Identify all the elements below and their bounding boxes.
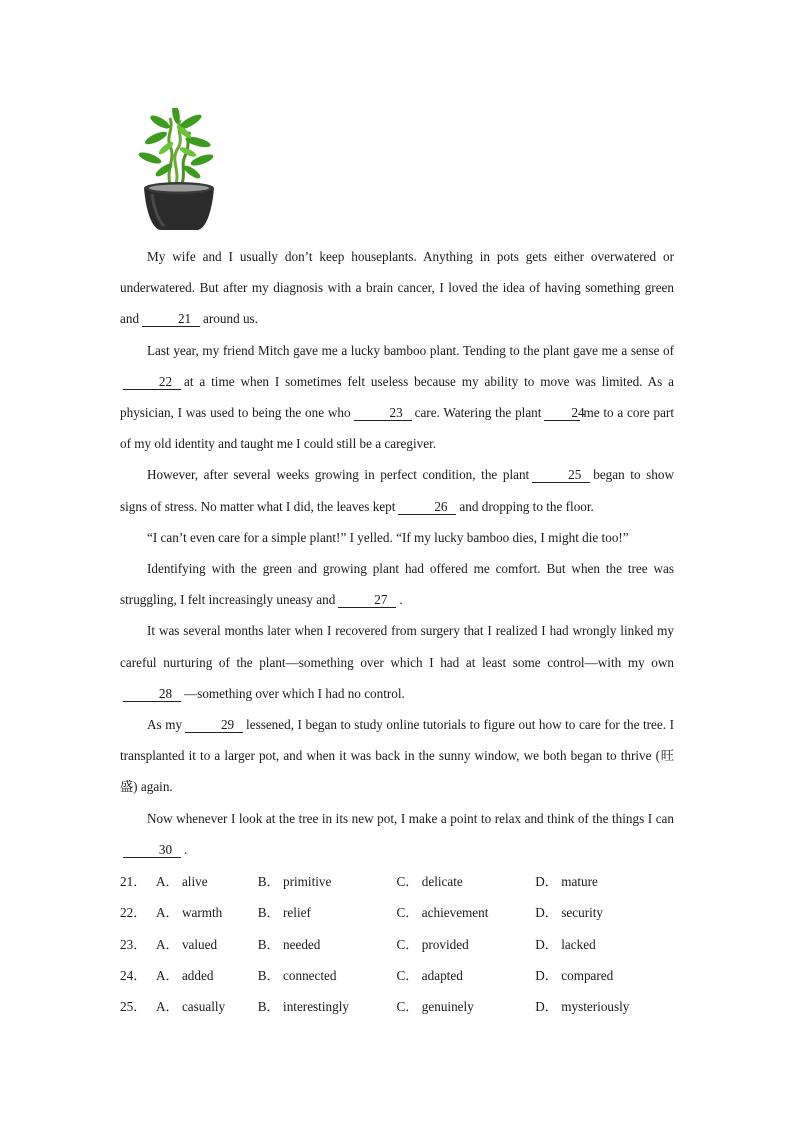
text: me to a core part of my old identity and taught me I could still be a caregiver. [120, 405, 674, 452]
question-number: 21． [120, 874, 147, 890]
text: However, after several weeks growing in perfect condition, the plant [147, 467, 530, 483]
option-a[interactable]: A． valued [155, 936, 218, 952]
question-number: 24． [120, 967, 147, 983]
blank-27: 27 [338, 592, 396, 608]
blank-22: 22 [123, 374, 181, 390]
text: began to show signs of stress. No matter what I did, the leaves kept [120, 467, 674, 514]
text: As my [147, 717, 183, 733]
question-row [120, 927, 674, 958]
option-a[interactable]: A． added [155, 967, 214, 983]
text: . [399, 592, 403, 608]
paragraph-4: “I can’t even care for a simple plant!” I yelled. “If my lucky bamboo dies, I might die too!” [147, 529, 629, 545]
option-c[interactable]: C． achievement [396, 905, 489, 921]
blank-25: 25 [532, 467, 590, 483]
blank-26: 26 [398, 499, 456, 515]
potted-bamboo-image [136, 108, 222, 232]
text: Last year, my friend Mitch gave me a lucky bamboo plant. Tending to the plant gave me a sense of [147, 342, 674, 358]
question-number: 23． [120, 936, 147, 952]
blank-28: 28 [123, 686, 181, 702]
paragraph-6 [120, 615, 674, 709]
text: Identifying with the green and growing plant had offered me comfort. But when the tree was struggling, I felt increasingly uneasy and [120, 561, 674, 608]
question-number: 22． [120, 905, 147, 921]
option-c[interactable]: C． provided [396, 936, 469, 952]
paragraph-1 [120, 241, 674, 335]
blank-24: 24 [544, 405, 580, 421]
paragraph-3 [120, 459, 674, 521]
text: It was several months later when I recovered from surgery that I realized I had wrongly linked my careful nurturing of the plant—something over which I had at least some control—with my own [120, 623, 674, 670]
option-d[interactable]: D． mature [535, 874, 598, 890]
option-c[interactable]: C． adapted [396, 967, 463, 983]
option-c[interactable]: C． delicate [396, 874, 463, 890]
question-row [120, 896, 674, 927]
option-a[interactable]: A． casually [155, 998, 226, 1014]
option-d[interactable]: D． compared [535, 967, 614, 983]
text: —something over which I had no control. [184, 685, 405, 701]
question-row [120, 959, 674, 990]
text: lessened, I began to study online tutorials to figure out how to care for the tree. I transplanted it to a larger pot, and when it was back in the sunny window, we both began to thrive (旺盛) again. [120, 717, 674, 795]
text: at a time when I sometimes felt useless because my ability to move was limited. As a physician, I was used to being the one who [120, 373, 674, 421]
option-a[interactable]: A． alive [155, 874, 208, 890]
text: care. Watering the plant [414, 405, 542, 421]
blank-29: 29 [185, 717, 243, 733]
option-b[interactable]: B． primitive [257, 874, 332, 890]
option-b[interactable]: B． relief [257, 905, 311, 921]
option-d[interactable]: D． mysteriously [535, 998, 630, 1014]
text: around us. [203, 311, 258, 327]
paragraph-8 [120, 803, 674, 865]
question-row [120, 990, 674, 1021]
option-b[interactable]: B． needed [257, 936, 321, 952]
text: . [184, 841, 188, 857]
blank-30: 30 [123, 842, 181, 858]
blank-23: 23 [354, 405, 412, 421]
blank-21: 21 [142, 311, 200, 327]
paragraph-5 [120, 553, 674, 615]
option-d[interactable]: D． lacked [535, 936, 596, 952]
option-d[interactable]: D． security [535, 905, 604, 921]
text: and dropping to the floor. [459, 498, 594, 514]
text: My wife and I usually don’t keep houseplants. Anything in pots gets either overwatered or underwatered. But after my diagnosis with a brain cancer, I loved the idea of having something green and [120, 249, 674, 327]
text: Now whenever I look at the tree in its new pot, I make a point to relax and think of the things I can [147, 810, 674, 826]
answer-options [120, 865, 674, 1021]
question-number: 25． [120, 998, 147, 1014]
paragraph-2 [120, 335, 674, 460]
option-b[interactable]: B． interestingly [257, 998, 349, 1014]
option-a[interactable]: A． warmth [155, 905, 223, 921]
option-c[interactable]: C． genuinely [396, 998, 474, 1014]
question-row [120, 865, 674, 896]
cloze-passage [120, 241, 674, 1021]
option-b[interactable]: B． connected [257, 967, 337, 983]
paragraph-7 [120, 709, 674, 803]
